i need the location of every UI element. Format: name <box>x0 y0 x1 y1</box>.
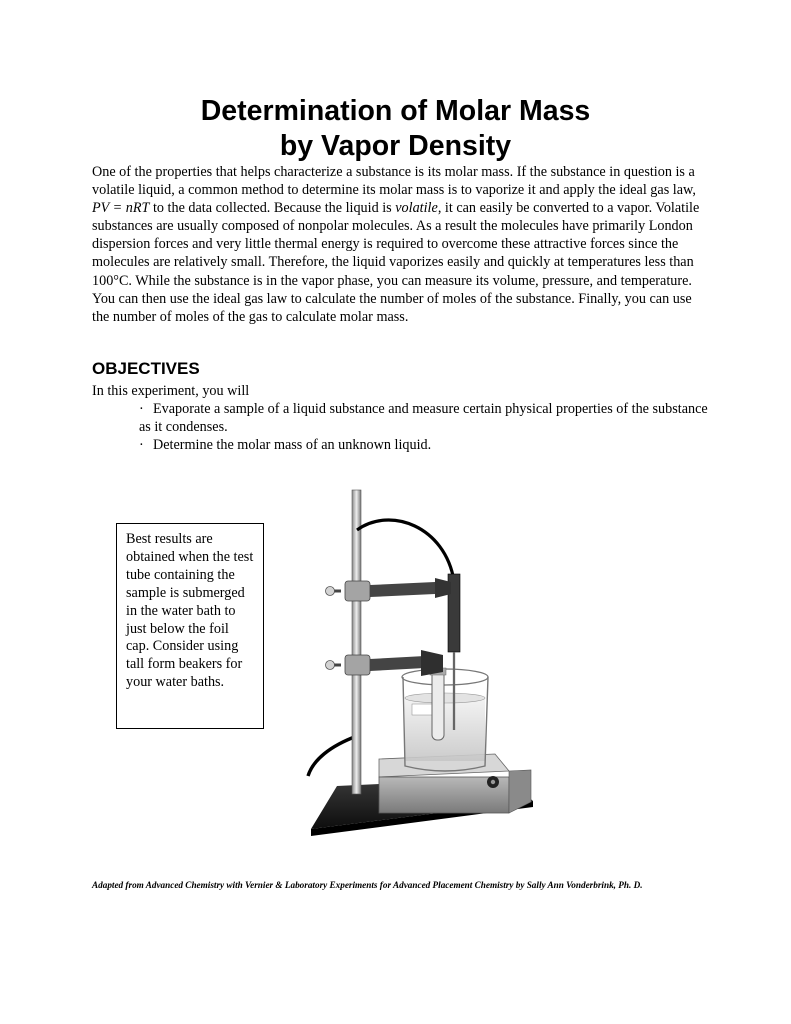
bullet-glyph: · <box>139 437 144 453</box>
introduction <box>92 163 702 326</box>
test-tube <box>430 668 446 740</box>
objective-text: Determine the molar mass of an unknown liquid. <box>153 437 432 453</box>
intro-text-1: One of the properties that helps characterize a substance is its molar mass. If the substance in question is a volatile liquid, a common method to determine its molar mass is to vaporize it and apply the ideal gas law, <box>92 164 696 199</box>
upper-utility-clamp <box>326 578 452 601</box>
second-paragraph: You can then use the ideal gas law to calculate the number of moles of the substance. Finally, you can use the number of moles of the gas to calculate molar mass. <box>92 290 692 325</box>
intro-paragraph <box>92 163 702 290</box>
objectives-list <box>139 400 709 454</box>
intro-text-3: , it can easily be converted to a vapor. Volatile substances are usually composed of nonpolar molecules. As a result the molecules have primarily London dispersion forces and very little thermal energy is required to overcome these attractive forces since the molecules are relatively small. Therefore, the liquid vaporizes easily and quickly at temperatures less than 100°C. While the substance is in the vapor phase, you can measure its volume, pressure, and temperature. <box>92 200 700 289</box>
objective-text: Evaporate a sample of a liquid substance and measure certain physical properties of the substance as it condenses. <box>139 401 708 435</box>
tip-callout-box: Best results are obtained when the test tube containing the sample is submerged in the water bath to just below the foil cap. Consider using tall form beakers for your water baths. <box>116 523 264 729</box>
title-line-1: Determination of Molar Mass <box>200 95 591 127</box>
support-rod <box>352 490 361 794</box>
title-line-2: by Vapor Density <box>279 130 512 162</box>
apparatus-illustration <box>295 484 545 839</box>
adaptation-credit: Adapted from Advanced Chemistry with Vernier & Laboratory Experiments for Advanced Placement Chemistry by Sally Ann Vonderbrink, Ph. D. <box>92 880 643 890</box>
objective-item <box>139 400 709 436</box>
beaker <box>402 669 488 771</box>
power-cord <box>308 736 357 776</box>
document-title <box>0 94 791 164</box>
objectives-intro: In this experiment, you will <box>92 383 250 399</box>
emphasis-volatile: volatile <box>395 200 438 217</box>
intro-text-2: to the data collected. Because the liquid is <box>149 200 396 217</box>
objective-item <box>139 436 709 454</box>
ideal-gas-equation: PV = nRT <box>92 200 150 217</box>
hot-plate <box>379 754 531 813</box>
objectives-heading: OBJECTIVES <box>92 359 200 378</box>
probe-cable <box>357 520 454 581</box>
lower-utility-clamp <box>326 650 444 676</box>
bullet-glyph: · <box>139 401 144 417</box>
